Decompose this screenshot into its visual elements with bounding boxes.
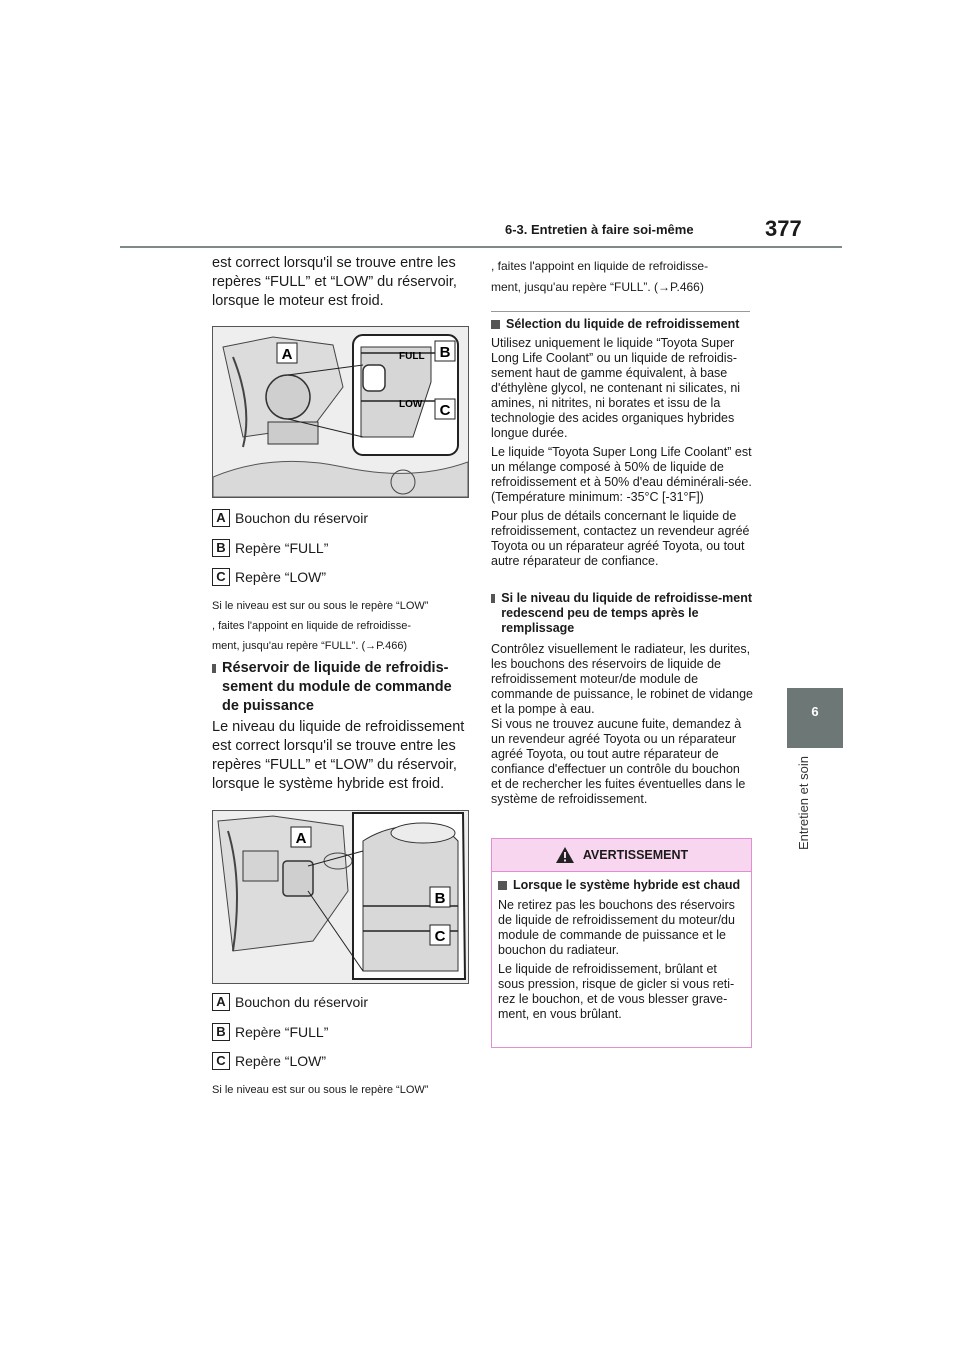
- intro-paragraph: est correct lorsqu'il se trouve entre les repères “FULL” et “LOW” du réservoir, lorsque le moteur est froid.: [212, 255, 457, 309]
- legend1-item-b: [212, 539, 328, 557]
- warning-content: [492, 872, 751, 1022]
- right-continuation: [491, 256, 753, 298]
- warning-heading: Lorsque le système hybride est chaud: [513, 878, 741, 892]
- legend2-item-b: [212, 1023, 328, 1041]
- chapter-title: Entretien et soin: [796, 756, 811, 850]
- warning-box: [491, 838, 752, 1048]
- lowlevel-heading: Si le niveau du liquide de refroidisse-ment redescend peu de temps après le remplissage: [501, 591, 753, 635]
- engine-bay-illustration-1: [213, 327, 468, 497]
- warning-paragraph-2: Le liquide de refroidissement, brûlant et sous pression, risque de gicler si vous reti-rez le bouchon, et de vous blesser grave-ment, en vous brûlant.: [498, 962, 735, 1021]
- legend1-badge-c: C: [212, 568, 230, 586]
- continuation-line1: , faites l'appoint en liquide de refroidisse-: [491, 259, 709, 273]
- section-title: 6-3. Entretien à faire soi-même: [505, 222, 694, 237]
- note1-line3: ment, jusqu'au repère “FULL”. (→P.466): [212, 640, 408, 652]
- section-bullet-icon: [212, 664, 216, 673]
- section-bullet-icon: [498, 881, 507, 890]
- warning-title: AVERTISSEMENT: [582, 848, 689, 862]
- legend2-badge-b: B: [212, 1023, 230, 1041]
- selection-paragraph-1: Utilisez uniquement le liquide “Toyota Super Long Life Coolant” ou un liquide de refroidis-sement haut de gamme équivalent, à base d'éthylène glycol, ne contenant ni silicates, ni amines, ni nitrites, ni borates et issu de la technologie des acides organiques hybrides longue durée.: [491, 336, 741, 440]
- legend1-item-c: [212, 568, 326, 586]
- section-bullet-icon: [491, 594, 495, 603]
- selection-heading-block: [491, 317, 753, 332]
- lowlevel-paragraph-2: Si vous ne trouvez aucune fuite, demandez à un revendeur agréé Toyota ou un réparateur agréé Toyota, ou tout autre réparateur de confiance d'effectuer un contrôle du bouchon et de rechercher les fuites éventuelles dans le système de refroidissement.: [491, 717, 746, 806]
- selection-paragraph-3: Pour plus de détails concernant le liquide de refroidissement, contactez un revendeur agréé Toyota ou un réparateur agréé Toyota, ou tout autre réparateur de confiance.: [491, 509, 750, 568]
- continuation-line2: ment, jusqu'au repère “FULL”. (→P.466): [491, 280, 704, 294]
- legend1-text-a: Bouchon du réservoir: [235, 510, 369, 526]
- legend1-badge-a: A: [212, 509, 230, 527]
- fig1-callout-c: C: [439, 402, 451, 419]
- engine-bay-figure-1: [212, 326, 469, 498]
- fig1-full-mark: FULL: [399, 351, 425, 362]
- fig1-low-mark: LOW: [399, 399, 423, 410]
- note1-line2: , faites l'appoint en liquide de refroidisse-: [212, 620, 411, 632]
- legend2-item-c: [212, 1052, 326, 1070]
- lowlevel-paragraph-1: Contrôlez visuellement le radiateur, les durites, les bouchons des réservoirs de liquide de refroidissement moteur/de module de commande de puissance, le robinet de vidange et la pompe à eau.: [491, 642, 753, 716]
- selection-body: [491, 336, 753, 569]
- section2-heading: Réservoir de liquide de refroidis-sement du module de commande de puissance: [222, 660, 452, 714]
- legend1-item-a: [212, 509, 368, 527]
- fig2-callout-a: A: [295, 830, 307, 847]
- legend1-text-b: Repère “FULL”: [235, 540, 329, 556]
- section2-paragraph: Le niveau du liquide de refroidissement est correct lorsqu'il se trouve entre les repères “FULL” et “LOW” du réservoir, lorsque le système hybride est froid.: [212, 719, 465, 792]
- warning-header: [492, 839, 751, 872]
- note1-line1: Si le niveau est sur ou sous le repère “LOW”: [212, 600, 429, 612]
- fig2-callout-c: C: [434, 928, 446, 945]
- legend1-badge-b: B: [212, 539, 230, 557]
- section-bullet-icon: [491, 320, 500, 329]
- warning-triangle-icon: [555, 846, 575, 864]
- warning-heading-block: [498, 878, 745, 893]
- legend2-text-a: Bouchon du réservoir: [235, 994, 369, 1010]
- chapter-title-vertical: [790, 756, 840, 860]
- selection-heading: Sélection du liquide de refroidissement: [506, 317, 740, 331]
- engine-bay-illustration-2: [213, 811, 468, 983]
- legend2-badge-c: C: [212, 1052, 230, 1070]
- divider-rule: [491, 311, 750, 312]
- legend2-item-a: [212, 993, 368, 1011]
- fig1-callout-b: B: [439, 344, 451, 361]
- legend2-text-b: Repère “FULL”: [235, 1024, 329, 1040]
- section2-body: [212, 718, 470, 794]
- section2-heading-block: [212, 659, 470, 716]
- note2-line1: Si le niveau est sur ou sous le repère “LOW”: [212, 1084, 429, 1096]
- legend2-text-c: Repère “LOW”: [235, 1053, 327, 1069]
- fig1-callout-a: A: [281, 346, 293, 363]
- lowlevel-heading-block: [491, 591, 753, 636]
- legend1-text-c: Repère “LOW”: [235, 569, 327, 585]
- page-number: 377: [765, 216, 802, 241]
- header-rule: [120, 246, 842, 248]
- engine-bay-figure-2: [212, 810, 469, 984]
- note1: [212, 596, 472, 656]
- warning-paragraph-1: Ne retirez pas les bouchons des réservoirs de liquide de refroidissement du moteur/du module de commande de puissance et le bouchon du radiateur.: [498, 898, 735, 957]
- fig2-callout-b: B: [434, 890, 446, 907]
- selection-paragraph-2: Le liquide “Toyota Super Long Life Coolant” est un mélange composé à 50% de liquide de refroidissement et à 50% d'eau déminérali-sée. (Température minimum: -35°C [-31°F]): [491, 445, 752, 504]
- chapter-tab: 6: [787, 688, 843, 748]
- note2: [212, 1080, 472, 1100]
- left-intro: [212, 254, 470, 311]
- legend2-badge-a: A: [212, 993, 230, 1011]
- lowlevel-body: [491, 642, 753, 807]
